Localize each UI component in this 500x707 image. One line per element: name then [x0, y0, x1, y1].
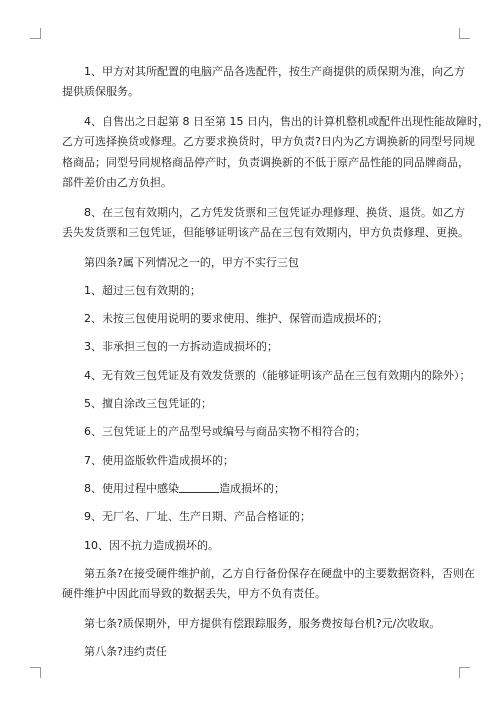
paragraph: 1、甲方对其所配置的电脑产品各选配件，按生产商提供的质保期为准，向乙方 提供质保服务。 [62, 65, 465, 99]
corner-mark-bottom-right [459, 667, 470, 678]
paragraph: 8、在三包有效期内，乙方凭发货票和三包凭证办理修理、换货、退货。如乙方 丢失发货票和三包凭证，但能够证明该产品在三包有效期内，甲方负责修理、更换。 [62, 205, 469, 239]
section-heading: 第八条?违约责任 [84, 645, 167, 659]
list-item: 5、擅自涂改三包凭证的； [84, 397, 212, 411]
corner-mark-top-left [30, 28, 41, 39]
list-item: 8、使用过程中感染 造成损坏的； [84, 481, 285, 495]
list-item: 6、三包凭证上的产品型号或编号与商品实物不相符合的； [84, 425, 366, 439]
fill-in-blank [179, 481, 219, 493]
paragraph: 第七条?质保期外，甲方提供有偿跟踪服务，服务费按每台机?元/次收取。 [84, 616, 441, 630]
list-item: 3、非承担三包的一方拆动造成损坏的； [84, 340, 278, 354]
corner-mark-bottom-left [30, 667, 41, 678]
paragraph: 第五条?在接受硬件维护前，乙方自行备份保存在硬盘中的主要数据资料，否则在 硬件维护中因此而导致的数据丢失，甲方不负有责任。 [62, 566, 475, 601]
list-item: 10、因不抗力造成损坏的。 [84, 538, 219, 552]
list-item: 9、无厂名、厂址、生产日期、产品合格证的； [84, 510, 311, 524]
list-item: 2、未按三包使用说明的要求使用、维护、保管而造成损坏的； [84, 312, 388, 326]
paragraph: 4、自售出之日起第 8 日至第 15 日内，售出的计算机整机或配件出现性能故障时， 乙方可选择换货或修理。乙方要求换货时，甲方负责?日内为乙方调换新的同型号同规 格商品；同型号同规格商品停产时，负责调换新的不低于原产品性能的同品牌商品， 部件差价由乙方负担。 [62, 114, 489, 189]
corner-mark-top-right [459, 28, 470, 39]
document-body [62, 62, 489, 670]
list-item: 1、超过三包有效期的； [84, 283, 201, 297]
section-heading: 第四条?属下列情况之一的，甲方不实行三包 [84, 255, 299, 269]
list-item: 7、使用盗版软件造成损坏的； [84, 453, 234, 467]
list-item: 4、无有效三包凭证及有效发货票的（能够证明该产品在三包有效期内的除外）； [84, 368, 471, 382]
